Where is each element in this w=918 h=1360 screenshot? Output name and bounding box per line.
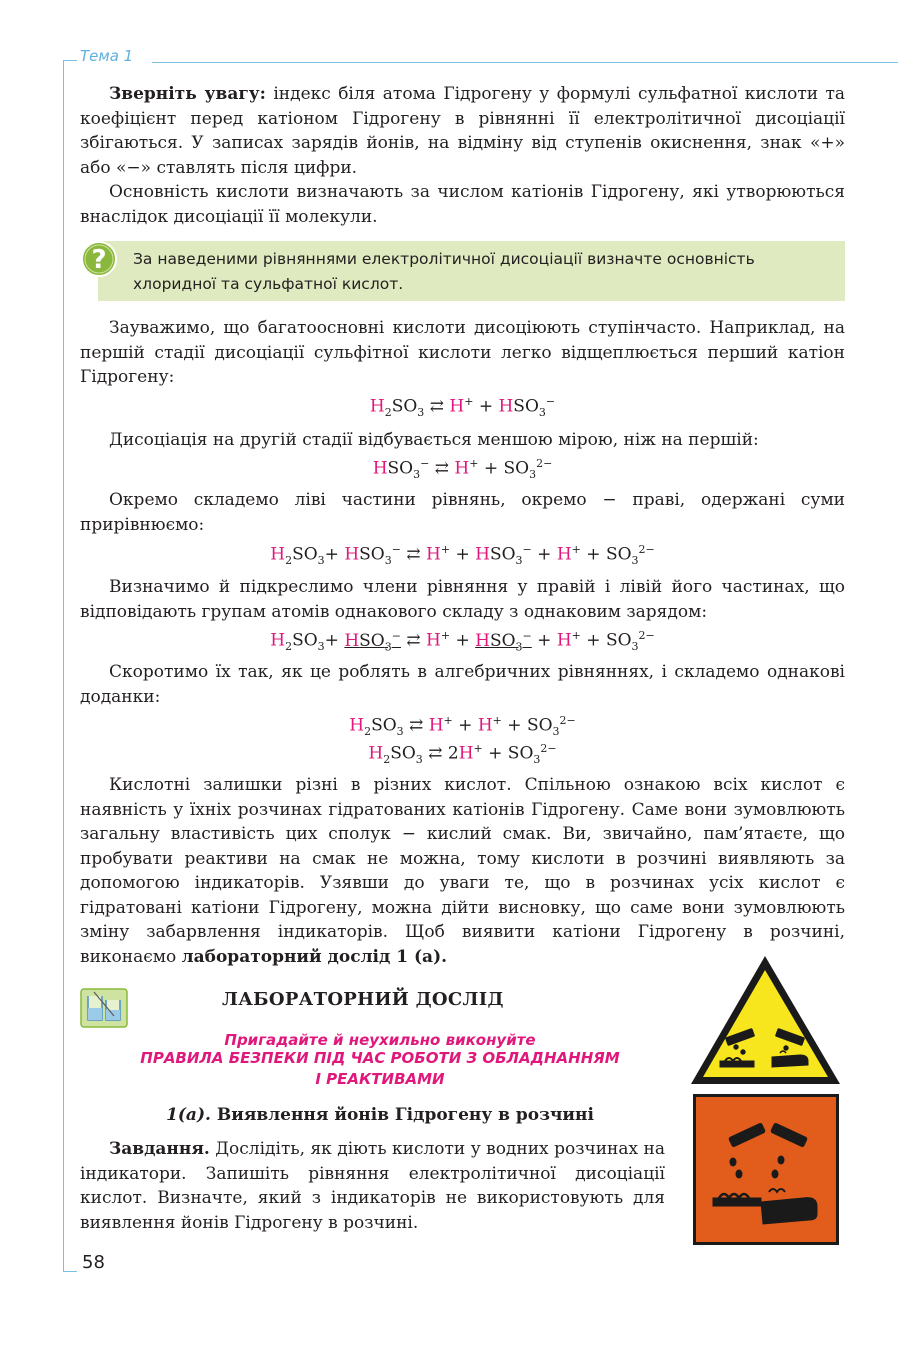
conclusion-paragraph: Кислотні залишки різні в різних кислот. Спільною ознакою всіх кислот є наявність у їхніх розчинах гідратованих катіонів Гідрогену. Саме вони зумовлюють загальну властивість цих сполук − кислий смак. Ви, звичайно, пам’ятаєте, що пробувати реактиви на смак не можна, тому кислоти в розчині виявляють за допомогою індикаторів. Узявши до уваги те, що в розчинах усіх кислот є гідратовані катіони Гідрогену, можна дійти висновку, що саме вони зумовлюють зміну забарвлення індикаторів. Щоб виявити катіони Гідрогену в розчині, виконаємо лабораторний дослід 1 (а).: [80, 775, 845, 967]
reduce-paragraph: Скоротимо їх так, як це роблять в алгебричних рівняннях, і складемо однакові доданки:: [80, 662, 845, 707]
task-block: [80, 1137, 665, 1235]
question-mark-icon: [80, 240, 118, 278]
equation-4: $H_2SO_3+ HSO_3^-$ ⇄ $H^+ + HSO_3^- + H^+ + SO_3^{2-}$: [270, 629, 655, 654]
svg-text:?: ?: [91, 245, 107, 275]
page-number: 58: [82, 1252, 105, 1273]
attention-label: Зверніть увагу:: [109, 84, 266, 104]
reduce-paragraph-wrap: [80, 660, 845, 709]
conclusion-paragraph-wrap: [80, 773, 845, 969]
basicity-paragraph: Основність кислоти визначають за числом катіонів Гідрогену, які утворюються внаслідок дисоціації її молекули.: [80, 182, 845, 227]
stepwise-paragraph: Зауважимо, що багатоосновні кислоти дисоціюють ступінчасто. Наприклад, на першій стадії дисоціації сульфітної кислоти легко відщеплюється перший катіон Гідрогену:: [80, 318, 845, 387]
underline-paragraph-wrap: [80, 575, 845, 624]
experiment-number: 1(а).: [166, 1105, 211, 1125]
task-label: Завдання.: [109, 1139, 210, 1159]
experiment-name: Виявлення йонів Гідрогену в розчині: [210, 1105, 594, 1125]
lab-beakers-icon: [80, 988, 128, 1028]
equation-1: $H_2SO_3$ ⇄ $H^+ + HSO_3^-$: [369, 395, 556, 420]
frame-left-line: [63, 60, 64, 1272]
lab-title: ЛАБОРАТОРНИЙ ДОСЛІД: [222, 989, 504, 1010]
second-stage-paragraph: Дисоціація на другій стадії відбувається меншою мірою, ніж на першій:: [109, 430, 759, 450]
equation-5: $H_2SO_3$ ⇄ $H^+ + H^+ + SO_3^{2-}$: [349, 714, 576, 739]
safety-note-line1: Пригадайте й неухильно виконуйте: [224, 1031, 536, 1049]
intro-block: [80, 82, 845, 229]
frame-top-stub: [63, 60, 77, 61]
experiment-title: [80, 1105, 680, 1125]
task-paragraph: [80, 1137, 665, 1235]
equation-6: $H_2SO_3$ ⇄ $2H^+ + SO_3^{2-}$: [368, 742, 557, 767]
sum-paragraph-wrap: [80, 488, 845, 537]
equation-3: $H_2SO_3+ HSO_3^-$ ⇄ $H^+ + HSO_3^- + H^+ + SO_3^{2-}$: [270, 543, 655, 568]
frame-bottom-stub: [63, 1271, 77, 1272]
stepwise-paragraph-wrap: [80, 316, 845, 390]
intro-paragraph: [80, 82, 845, 180]
second-stage-wrap: [80, 428, 845, 453]
topic-label: Тема 1: [80, 47, 134, 65]
safety-note-line3: І РЕАКТИВАМИ: [315, 1070, 445, 1088]
safety-note-line2: ПРАВИЛА БЕЗПЕКИ ПІД ЧАС РОБОТИ З ОБЛАДНАННЯМ: [140, 1049, 620, 1067]
frame-top-line: [152, 62, 898, 63]
sum-paragraph: Окремо складемо ліві частини рівнянь, окремо − праві, одержані суми прирівнюємо:: [80, 490, 845, 535]
corrosive-hazard-square-icon: [693, 1094, 839, 1245]
equation-2: $HSO_3^-$ ⇄ $H^+ + SO_3^{2-}$: [372, 457, 553, 482]
corrosive-warning-triangle-icon: [688, 953, 843, 1087]
underline-paragraph: Визначимо й підкреслимо члени рівняння у правій і лівій його частинах, що відповідають групам атомів однакового складу з однаковим зарядом:: [80, 577, 845, 622]
intro-text: індекс біля атома Гідрогену у формулі сульфатної кислоти та коефіцієнт перед катіоном Гідрогену в рівнянні її електролітичної дисоціації збігаються. У записах зарядів йонів, на відміну від ступенів окиснення, знак «+» або «−» ставлять після цифри.: [80, 84, 845, 178]
lab-reference: лабораторний дослід 1 (а).: [181, 946, 448, 967]
task-text: Дослідіть, як діють кислоти у водних розчинах на індикатори. Запишіть рівняння електролітичної дисоціації кислот. Визначте, який з індикаторів не використовують для виявлення йонів Гідрогену в розчині.: [80, 1139, 665, 1233]
question-text: За наведеними рівняннями електролітичної дисоціації визначте основність хлоридної та сульфатної кислот.: [133, 250, 755, 293]
